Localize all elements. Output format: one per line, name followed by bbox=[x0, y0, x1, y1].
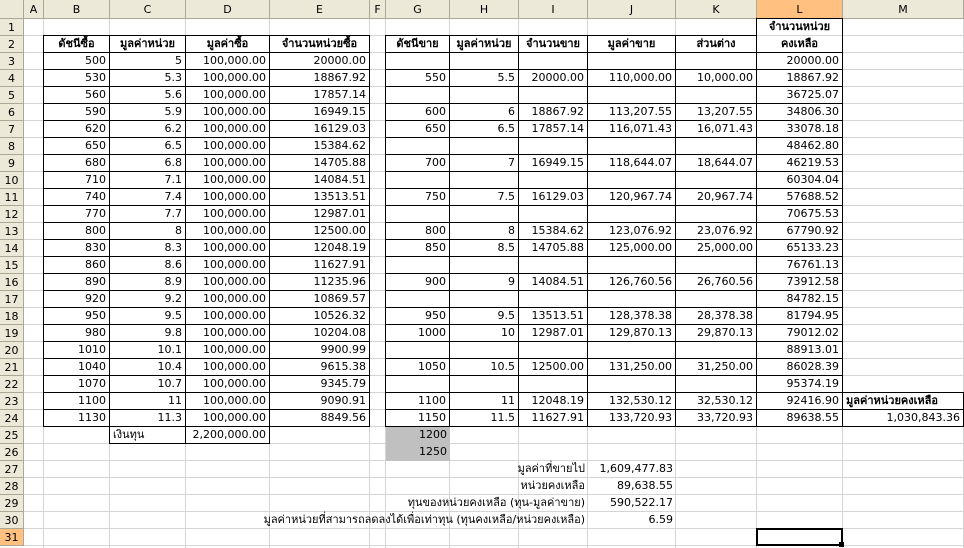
row-header-30[interactable]: 30 bbox=[0, 512, 24, 529]
sell-cell[interactable]: 8 bbox=[450, 223, 519, 240]
sell-cell[interactable] bbox=[676, 206, 757, 223]
remain-cell[interactable]: 65133.23 bbox=[757, 240, 843, 257]
remain-header-line1[interactable]: จำนวนหน่วย bbox=[757, 19, 843, 36]
buy-cell[interactable]: 890 bbox=[44, 274, 110, 291]
buy-cell[interactable]: 9.5 bbox=[110, 308, 186, 325]
remain-value[interactable]: 1,030,843.36 bbox=[843, 410, 964, 427]
remain-cell[interactable]: 92416.90 bbox=[757, 393, 843, 410]
buy-cell[interactable]: 1010 bbox=[44, 342, 110, 359]
buy-cell[interactable]: 100,000.00 bbox=[186, 257, 270, 274]
extra-index-cell[interactable]: 1200 bbox=[386, 427, 450, 444]
sell-cell[interactable]: 128,378.38 bbox=[588, 308, 676, 325]
buy-cell[interactable]: 100,000.00 bbox=[186, 104, 270, 121]
select-all-corner[interactable] bbox=[0, 0, 24, 19]
remain-cell[interactable]: 36725.07 bbox=[757, 87, 843, 104]
buy-header-1[interactable]: มูลค่าหน่วย bbox=[110, 36, 186, 53]
column-header-A[interactable]: A bbox=[24, 0, 44, 19]
buy-cell[interactable]: 14705.88 bbox=[270, 155, 370, 172]
sell-cell[interactable]: 10 bbox=[450, 325, 519, 342]
remain-cell[interactable]: 76761.13 bbox=[757, 257, 843, 274]
row-header-31[interactable]: 31 bbox=[0, 529, 24, 546]
buy-cell[interactable]: 1070 bbox=[44, 376, 110, 393]
sell-cell[interactable]: 6.5 bbox=[450, 121, 519, 138]
buy-cell[interactable]: 100,000.00 bbox=[186, 155, 270, 172]
sell-cell[interactable] bbox=[676, 257, 757, 274]
capital-label[interactable]: เงินทุน bbox=[110, 427, 186, 444]
buy-cell[interactable]: 9090.91 bbox=[270, 393, 370, 410]
remain-value-label[interactable]: มูลค่าหน่วยคงเหลือ bbox=[843, 393, 964, 410]
buy-cell[interactable]: 830 bbox=[44, 240, 110, 257]
buy-cell[interactable]: 12048.19 bbox=[270, 240, 370, 257]
sell-cell[interactable] bbox=[676, 53, 757, 70]
row-header-19[interactable]: 19 bbox=[0, 325, 24, 342]
row-header-24[interactable]: 24 bbox=[0, 410, 24, 427]
row-header-8[interactable]: 8 bbox=[0, 138, 24, 155]
sell-cell[interactable]: 120,967.74 bbox=[588, 189, 676, 206]
sell-cell[interactable] bbox=[519, 172, 588, 189]
sell-cell[interactable] bbox=[386, 257, 450, 274]
sell-cell[interactable] bbox=[588, 376, 676, 393]
sell-cell[interactable]: 9.5 bbox=[450, 308, 519, 325]
summary-value[interactable]: 89,638.55 bbox=[617, 479, 673, 492]
buy-cell[interactable]: 9.2 bbox=[110, 291, 186, 308]
sell-cell[interactable]: 1150 bbox=[386, 410, 450, 427]
buy-cell[interactable]: 10204.08 bbox=[270, 325, 370, 342]
row-header-5[interactable]: 5 bbox=[0, 87, 24, 104]
sell-cell[interactable]: 15384.62 bbox=[519, 223, 588, 240]
row-header-27[interactable]: 27 bbox=[0, 461, 24, 478]
sell-cell[interactable]: 126,760.56 bbox=[588, 274, 676, 291]
buy-cell[interactable]: 100,000.00 bbox=[186, 206, 270, 223]
buy-cell[interactable]: 16129.03 bbox=[270, 121, 370, 138]
buy-header-3[interactable]: จำนวนหน่วยซื้อ bbox=[270, 36, 370, 53]
sell-cell[interactable] bbox=[519, 342, 588, 359]
sell-cell[interactable] bbox=[519, 206, 588, 223]
row-header-3[interactable]: 3 bbox=[0, 53, 24, 70]
sell-cell[interactable]: 900 bbox=[386, 274, 450, 291]
buy-cell[interactable]: 12987.01 bbox=[270, 206, 370, 223]
row-header-22[interactable]: 22 bbox=[0, 376, 24, 393]
sell-cell[interactable]: 23,076.92 bbox=[676, 223, 757, 240]
buy-cell[interactable]: 100,000.00 bbox=[186, 172, 270, 189]
buy-cell[interactable]: 980 bbox=[44, 325, 110, 342]
sell-cell[interactable] bbox=[519, 138, 588, 155]
buy-cell[interactable]: 5.9 bbox=[110, 104, 186, 121]
buy-cell[interactable]: 100,000.00 bbox=[186, 359, 270, 376]
buy-cell[interactable]: 15384.62 bbox=[270, 138, 370, 155]
buy-cell[interactable]: 10.4 bbox=[110, 359, 186, 376]
sell-cell[interactable] bbox=[676, 342, 757, 359]
sell-cell[interactable] bbox=[588, 257, 676, 274]
buy-cell[interactable]: 6.5 bbox=[110, 138, 186, 155]
active-cell-L31[interactable] bbox=[756, 528, 843, 546]
sell-cell[interactable]: 800 bbox=[386, 223, 450, 240]
sell-cell[interactable]: 950 bbox=[386, 308, 450, 325]
remain-cell[interactable]: 48462.80 bbox=[757, 138, 843, 155]
sell-cell[interactable]: 12987.01 bbox=[519, 325, 588, 342]
sell-cell[interactable] bbox=[676, 376, 757, 393]
buy-cell[interactable]: 7.1 bbox=[110, 172, 186, 189]
sell-cell[interactable] bbox=[588, 291, 676, 308]
remain-cell[interactable]: 57688.52 bbox=[757, 189, 843, 206]
sell-cell[interactable]: 116,071.43 bbox=[588, 121, 676, 138]
buy-cell[interactable]: 560 bbox=[44, 87, 110, 104]
sell-cell[interactable] bbox=[450, 87, 519, 104]
sell-cell[interactable]: 7.5 bbox=[450, 189, 519, 206]
sell-cell[interactable]: 20,967.74 bbox=[676, 189, 757, 206]
row-header-10[interactable]: 10 bbox=[0, 172, 24, 189]
buy-cell[interactable]: 100,000.00 bbox=[186, 376, 270, 393]
buy-cell[interactable]: 650 bbox=[44, 138, 110, 155]
buy-cell[interactable]: 500 bbox=[44, 53, 110, 70]
column-header-J[interactable]: J bbox=[588, 0, 676, 19]
row-header-20[interactable]: 20 bbox=[0, 342, 24, 359]
sell-cell[interactable] bbox=[386, 342, 450, 359]
sell-cell[interactable] bbox=[450, 53, 519, 70]
buy-cell[interactable]: 10526.32 bbox=[270, 308, 370, 325]
summary-value[interactable]: 1,609,477.83 bbox=[599, 462, 673, 475]
sell-cell[interactable]: 132,530.12 bbox=[588, 393, 676, 410]
sell-cell[interactable]: 850 bbox=[386, 240, 450, 257]
buy-cell[interactable]: 5 bbox=[110, 53, 186, 70]
remain-cell[interactable]: 33078.18 bbox=[757, 121, 843, 138]
sell-cell[interactable]: 650 bbox=[386, 121, 450, 138]
sell-cell[interactable] bbox=[676, 291, 757, 308]
capital-value[interactable]: 2,200,000.00 bbox=[186, 427, 270, 444]
buy-cell[interactable]: 8.3 bbox=[110, 240, 186, 257]
column-header-I[interactable]: I bbox=[519, 0, 588, 19]
remain-cell[interactable]: 18867.92 bbox=[757, 70, 843, 87]
buy-cell[interactable]: 20000.00 bbox=[270, 53, 370, 70]
row-header-21[interactable]: 21 bbox=[0, 359, 24, 376]
sell-cell[interactable]: 18,644.07 bbox=[676, 155, 757, 172]
summary-value[interactable]: 590,522.17 bbox=[610, 496, 673, 509]
sell-cell[interactable]: 20000.00 bbox=[519, 70, 588, 87]
row-header-28[interactable]: 28 bbox=[0, 478, 24, 495]
buy-cell[interactable]: 950 bbox=[44, 308, 110, 325]
sell-cell[interactable]: 1100 bbox=[386, 393, 450, 410]
sell-cell[interactable] bbox=[519, 257, 588, 274]
sell-cell[interactable]: 14705.88 bbox=[519, 240, 588, 257]
row-header-15[interactable]: 15 bbox=[0, 257, 24, 274]
sell-cell[interactable]: 13,207.55 bbox=[676, 104, 757, 121]
column-header-G[interactable]: G bbox=[386, 0, 450, 19]
buy-cell[interactable]: 590 bbox=[44, 104, 110, 121]
sell-header-1[interactable]: มูลค่าหน่วย bbox=[450, 36, 519, 53]
row-header-25[interactable]: 25 bbox=[0, 427, 24, 444]
remain-cell[interactable]: 86028.39 bbox=[757, 359, 843, 376]
sell-cell[interactable]: 5.5 bbox=[450, 70, 519, 87]
row-header-16[interactable]: 16 bbox=[0, 274, 24, 291]
sell-cell[interactable]: 29,870.13 bbox=[676, 325, 757, 342]
sell-cell[interactable]: 1000 bbox=[386, 325, 450, 342]
buy-cell[interactable]: 11627.91 bbox=[270, 257, 370, 274]
sell-cell[interactable]: 11627.91 bbox=[519, 410, 588, 427]
remain-cell[interactable]: 73912.58 bbox=[757, 274, 843, 291]
column-header-D[interactable]: D bbox=[186, 0, 270, 19]
buy-cell[interactable]: 100,000.00 bbox=[186, 410, 270, 427]
buy-cell[interactable]: 8849.56 bbox=[270, 410, 370, 427]
row-header-26[interactable]: 26 bbox=[0, 444, 24, 461]
sell-cell[interactable]: 8.5 bbox=[450, 240, 519, 257]
buy-cell[interactable]: 100,000.00 bbox=[186, 308, 270, 325]
buy-cell[interactable]: 12500.00 bbox=[270, 223, 370, 240]
sell-cell[interactable] bbox=[386, 53, 450, 70]
sell-cell[interactable]: 600 bbox=[386, 104, 450, 121]
row-header-18[interactable]: 18 bbox=[0, 308, 24, 325]
sell-cell[interactable] bbox=[519, 87, 588, 104]
row-header-11[interactable]: 11 bbox=[0, 189, 24, 206]
buy-cell[interactable]: 100,000.00 bbox=[186, 325, 270, 342]
buy-cell[interactable]: 100,000.00 bbox=[186, 342, 270, 359]
buy-cell[interactable]: 100,000.00 bbox=[186, 121, 270, 138]
buy-cell[interactable]: 11235.96 bbox=[270, 274, 370, 291]
column-header-F[interactable]: F bbox=[370, 0, 386, 19]
buy-cell[interactable]: 6.2 bbox=[110, 121, 186, 138]
sell-cell[interactable]: 16,071.43 bbox=[676, 121, 757, 138]
sell-header-2[interactable]: จำนวนขาย bbox=[519, 36, 588, 53]
buy-cell[interactable]: 710 bbox=[44, 172, 110, 189]
sell-cell[interactable] bbox=[676, 138, 757, 155]
sell-cell[interactable]: 14084.51 bbox=[519, 274, 588, 291]
summary-label: มูลค่าหน่วยที่สามารถลดลงได้เพื่อเท่าทุน (ทุนคงเหลือ/หน่วยคงเหลือ) bbox=[263, 513, 585, 526]
buy-cell[interactable]: 10.7 bbox=[110, 376, 186, 393]
sell-cell[interactable]: 33,720.93 bbox=[676, 410, 757, 427]
fill-handle[interactable] bbox=[839, 542, 844, 547]
sell-cell[interactable]: 125,000.00 bbox=[588, 240, 676, 257]
sell-cell[interactable]: 10.5 bbox=[450, 359, 519, 376]
sell-cell[interactable]: 17857.14 bbox=[519, 121, 588, 138]
remain-cell[interactable]: 95374.19 bbox=[757, 376, 843, 393]
remain-cell[interactable]: 67790.92 bbox=[757, 223, 843, 240]
remain-cell[interactable]: 81794.95 bbox=[757, 308, 843, 325]
buy-cell[interactable]: 9345.79 bbox=[270, 376, 370, 393]
sell-cell[interactable]: 28,378.38 bbox=[676, 308, 757, 325]
column-header-B[interactable]: B bbox=[44, 0, 110, 19]
buy-cell[interactable]: 100,000.00 bbox=[186, 70, 270, 87]
sell-cell[interactable] bbox=[519, 53, 588, 70]
sell-cell[interactable]: 123,076.92 bbox=[588, 223, 676, 240]
buy-cell[interactable]: 5.6 bbox=[110, 87, 186, 104]
remain-cell[interactable]: 88913.01 bbox=[757, 342, 843, 359]
buy-cell[interactable]: 860 bbox=[44, 257, 110, 274]
sell-cell[interactable]: 118,644.07 bbox=[588, 155, 676, 172]
row-header-1[interactable]: 1 bbox=[0, 19, 24, 36]
buy-cell[interactable]: 620 bbox=[44, 121, 110, 138]
sell-cell[interactable] bbox=[450, 342, 519, 359]
sell-cell[interactable] bbox=[588, 53, 676, 70]
buy-cell[interactable]: 100,000.00 bbox=[186, 138, 270, 155]
buy-cell[interactable]: 18867.92 bbox=[270, 70, 370, 87]
row-header-14[interactable]: 14 bbox=[0, 240, 24, 257]
buy-cell[interactable]: 100,000.00 bbox=[186, 87, 270, 104]
sell-cell[interactable] bbox=[588, 342, 676, 359]
buy-cell[interactable]: 9615.38 bbox=[270, 359, 370, 376]
buy-cell[interactable]: 1040 bbox=[44, 359, 110, 376]
row-header-23[interactable]: 23 bbox=[0, 393, 24, 410]
sell-cell[interactable] bbox=[450, 291, 519, 308]
buy-cell[interactable]: 7.7 bbox=[110, 206, 186, 223]
sell-cell[interactable]: 12500.00 bbox=[519, 359, 588, 376]
sell-cell[interactable]: 26,760.56 bbox=[676, 274, 757, 291]
sell-cell[interactable] bbox=[386, 206, 450, 223]
buy-cell[interactable]: 100,000.00 bbox=[186, 274, 270, 291]
buy-cell[interactable]: 8 bbox=[110, 223, 186, 240]
buy-cell[interactable]: 10869.57 bbox=[270, 291, 370, 308]
column-header-L[interactable]: L bbox=[757, 0, 843, 19]
sell-cell[interactable] bbox=[386, 138, 450, 155]
summary-label: หน่วยคงเหลือ bbox=[520, 479, 585, 492]
remain-cell[interactable]: 60304.04 bbox=[757, 172, 843, 189]
sell-cell[interactable] bbox=[450, 206, 519, 223]
sell-cell[interactable] bbox=[588, 172, 676, 189]
buy-cell[interactable]: 100,000.00 bbox=[186, 223, 270, 240]
row-header-4[interactable]: 4 bbox=[0, 70, 24, 87]
extra-index-cell[interactable]: 1250 bbox=[386, 444, 450, 461]
buy-cell[interactable]: 100,000.00 bbox=[186, 53, 270, 70]
sell-cell[interactable]: 750 bbox=[386, 189, 450, 206]
buy-header-0[interactable]: ดัชนีซื้อ bbox=[44, 36, 110, 53]
remain-cell[interactable]: 79012.02 bbox=[757, 325, 843, 342]
buy-cell[interactable]: 8.9 bbox=[110, 274, 186, 291]
sell-header-0[interactable]: ดัชนีขาย bbox=[386, 36, 450, 53]
remain-header-line2[interactable]: คงเหลือ bbox=[757, 36, 843, 53]
buy-cell[interactable]: 800 bbox=[44, 223, 110, 240]
remain-cell[interactable]: 89638.55 bbox=[757, 410, 843, 427]
buy-cell[interactable]: 1100 bbox=[44, 393, 110, 410]
sell-cell[interactable] bbox=[450, 138, 519, 155]
buy-cell[interactable]: 7.4 bbox=[110, 189, 186, 206]
sell-cell[interactable]: 7 bbox=[450, 155, 519, 172]
sell-cell[interactable] bbox=[519, 291, 588, 308]
row-header-9[interactable]: 9 bbox=[0, 155, 24, 172]
row-header-12[interactable]: 12 bbox=[0, 206, 24, 223]
sell-cell[interactable]: 113,207.55 bbox=[588, 104, 676, 121]
sell-cell[interactable] bbox=[386, 376, 450, 393]
sell-cell[interactable]: 13513.51 bbox=[519, 308, 588, 325]
buy-cell[interactable]: 1130 bbox=[44, 410, 110, 427]
sell-cell[interactable] bbox=[386, 87, 450, 104]
buy-cell[interactable]: 100,000.00 bbox=[186, 240, 270, 257]
sell-cell[interactable] bbox=[588, 87, 676, 104]
sell-cell[interactable] bbox=[588, 138, 676, 155]
sell-cell[interactable]: 129,870.13 bbox=[588, 325, 676, 342]
row-header-2[interactable]: 2 bbox=[0, 36, 24, 53]
buy-header-2[interactable]: มูลค่าซื้อ bbox=[186, 36, 270, 53]
remain-cell[interactable]: 46219.53 bbox=[757, 155, 843, 172]
sell-cell[interactable]: 9 bbox=[450, 274, 519, 291]
summary-label: ทุนของหน่วยคงเหลือ (ทุน-มูลค่าขาย) bbox=[407, 496, 585, 509]
buy-cell[interactable]: 9900.99 bbox=[270, 342, 370, 359]
sell-cell[interactable]: 1050 bbox=[386, 359, 450, 376]
buy-cell[interactable]: 680 bbox=[44, 155, 110, 172]
sell-cell[interactable]: 11.5 bbox=[450, 410, 519, 427]
buy-cell[interactable]: 11 bbox=[110, 393, 186, 410]
sell-cell[interactable] bbox=[386, 291, 450, 308]
sell-cell[interactable]: 133,720.93 bbox=[588, 410, 676, 427]
sell-header-4[interactable]: ส่วนต่าง bbox=[676, 36, 757, 53]
sell-cell[interactable] bbox=[676, 87, 757, 104]
sell-cell[interactable] bbox=[450, 172, 519, 189]
column-header-K[interactable]: K bbox=[676, 0, 757, 19]
buy-cell[interactable]: 5.3 bbox=[110, 70, 186, 87]
row-header-7[interactable]: 7 bbox=[0, 121, 24, 138]
row-header-29[interactable]: 29 bbox=[0, 495, 24, 512]
sell-cell[interactable]: 18867.92 bbox=[519, 104, 588, 121]
buy-cell[interactable]: 920 bbox=[44, 291, 110, 308]
sell-cell[interactable]: 31,250.00 bbox=[676, 359, 757, 376]
sell-cell[interactable]: 550 bbox=[386, 70, 450, 87]
buy-cell[interactable]: 530 bbox=[44, 70, 110, 87]
remain-cell[interactable]: 70675.53 bbox=[757, 206, 843, 223]
summary-label: มูลค่าที่ขายไป bbox=[517, 462, 585, 475]
buy-cell[interactable]: 100,000.00 bbox=[186, 291, 270, 308]
buy-cell[interactable]: 10.1 bbox=[110, 342, 186, 359]
buy-cell[interactable]: 770 bbox=[44, 206, 110, 223]
sell-cell[interactable]: 6 bbox=[450, 104, 519, 121]
sell-cell[interactable]: 11 bbox=[450, 393, 519, 410]
buy-cell[interactable]: 17857.14 bbox=[270, 87, 370, 104]
sell-cell[interactable]: 10,000.00 bbox=[676, 70, 757, 87]
sell-cell[interactable] bbox=[450, 376, 519, 393]
column-header-C[interactable]: C bbox=[110, 0, 186, 19]
sell-cell[interactable]: 110,000.00 bbox=[588, 70, 676, 87]
buy-cell[interactable]: 100,000.00 bbox=[186, 393, 270, 410]
column-header-H[interactable]: H bbox=[450, 0, 519, 19]
sell-cell[interactable] bbox=[386, 172, 450, 189]
sell-cell[interactable]: 700 bbox=[386, 155, 450, 172]
buy-cell[interactable]: 16949.15 bbox=[270, 104, 370, 121]
remain-cell[interactable]: 84782.15 bbox=[757, 291, 843, 308]
sell-header-3[interactable]: มูลค่าขาย bbox=[588, 36, 676, 53]
buy-cell[interactable]: 9.8 bbox=[110, 325, 186, 342]
row-header-13[interactable]: 13 bbox=[0, 223, 24, 240]
sell-cell[interactable]: 131,250.00 bbox=[588, 359, 676, 376]
sell-cell[interactable]: 25,000.00 bbox=[676, 240, 757, 257]
sell-cell[interactable]: 12048.19 bbox=[519, 393, 588, 410]
buy-cell[interactable]: 6.8 bbox=[110, 155, 186, 172]
buy-cell[interactable]: 14084.51 bbox=[270, 172, 370, 189]
buy-cell[interactable]: 100,000.00 bbox=[186, 189, 270, 206]
remain-cell[interactable]: 20000.00 bbox=[757, 53, 843, 70]
buy-cell[interactable]: 13513.51 bbox=[270, 189, 370, 206]
buy-cell[interactable]: 8.6 bbox=[110, 257, 186, 274]
buy-cell[interactable]: 740 bbox=[44, 189, 110, 206]
summary-value[interactable]: 6.59 bbox=[648, 513, 673, 526]
buy-cell[interactable]: 11.3 bbox=[110, 410, 186, 427]
row-header-17[interactable]: 17 bbox=[0, 291, 24, 308]
sell-cell[interactable] bbox=[588, 206, 676, 223]
sell-cell[interactable] bbox=[676, 172, 757, 189]
sell-cell[interactable]: 16129.03 bbox=[519, 189, 588, 206]
remain-cell[interactable]: 34806.30 bbox=[757, 104, 843, 121]
sell-cell[interactable] bbox=[450, 257, 519, 274]
sell-cell[interactable] bbox=[519, 376, 588, 393]
column-header-E[interactable]: E bbox=[270, 0, 370, 19]
sell-cell[interactable]: 16949.15 bbox=[519, 155, 588, 172]
row-header-6[interactable]: 6 bbox=[0, 104, 24, 121]
sell-cell[interactable]: 32,530.12 bbox=[676, 393, 757, 410]
column-header-M[interactable]: M bbox=[843, 0, 964, 19]
